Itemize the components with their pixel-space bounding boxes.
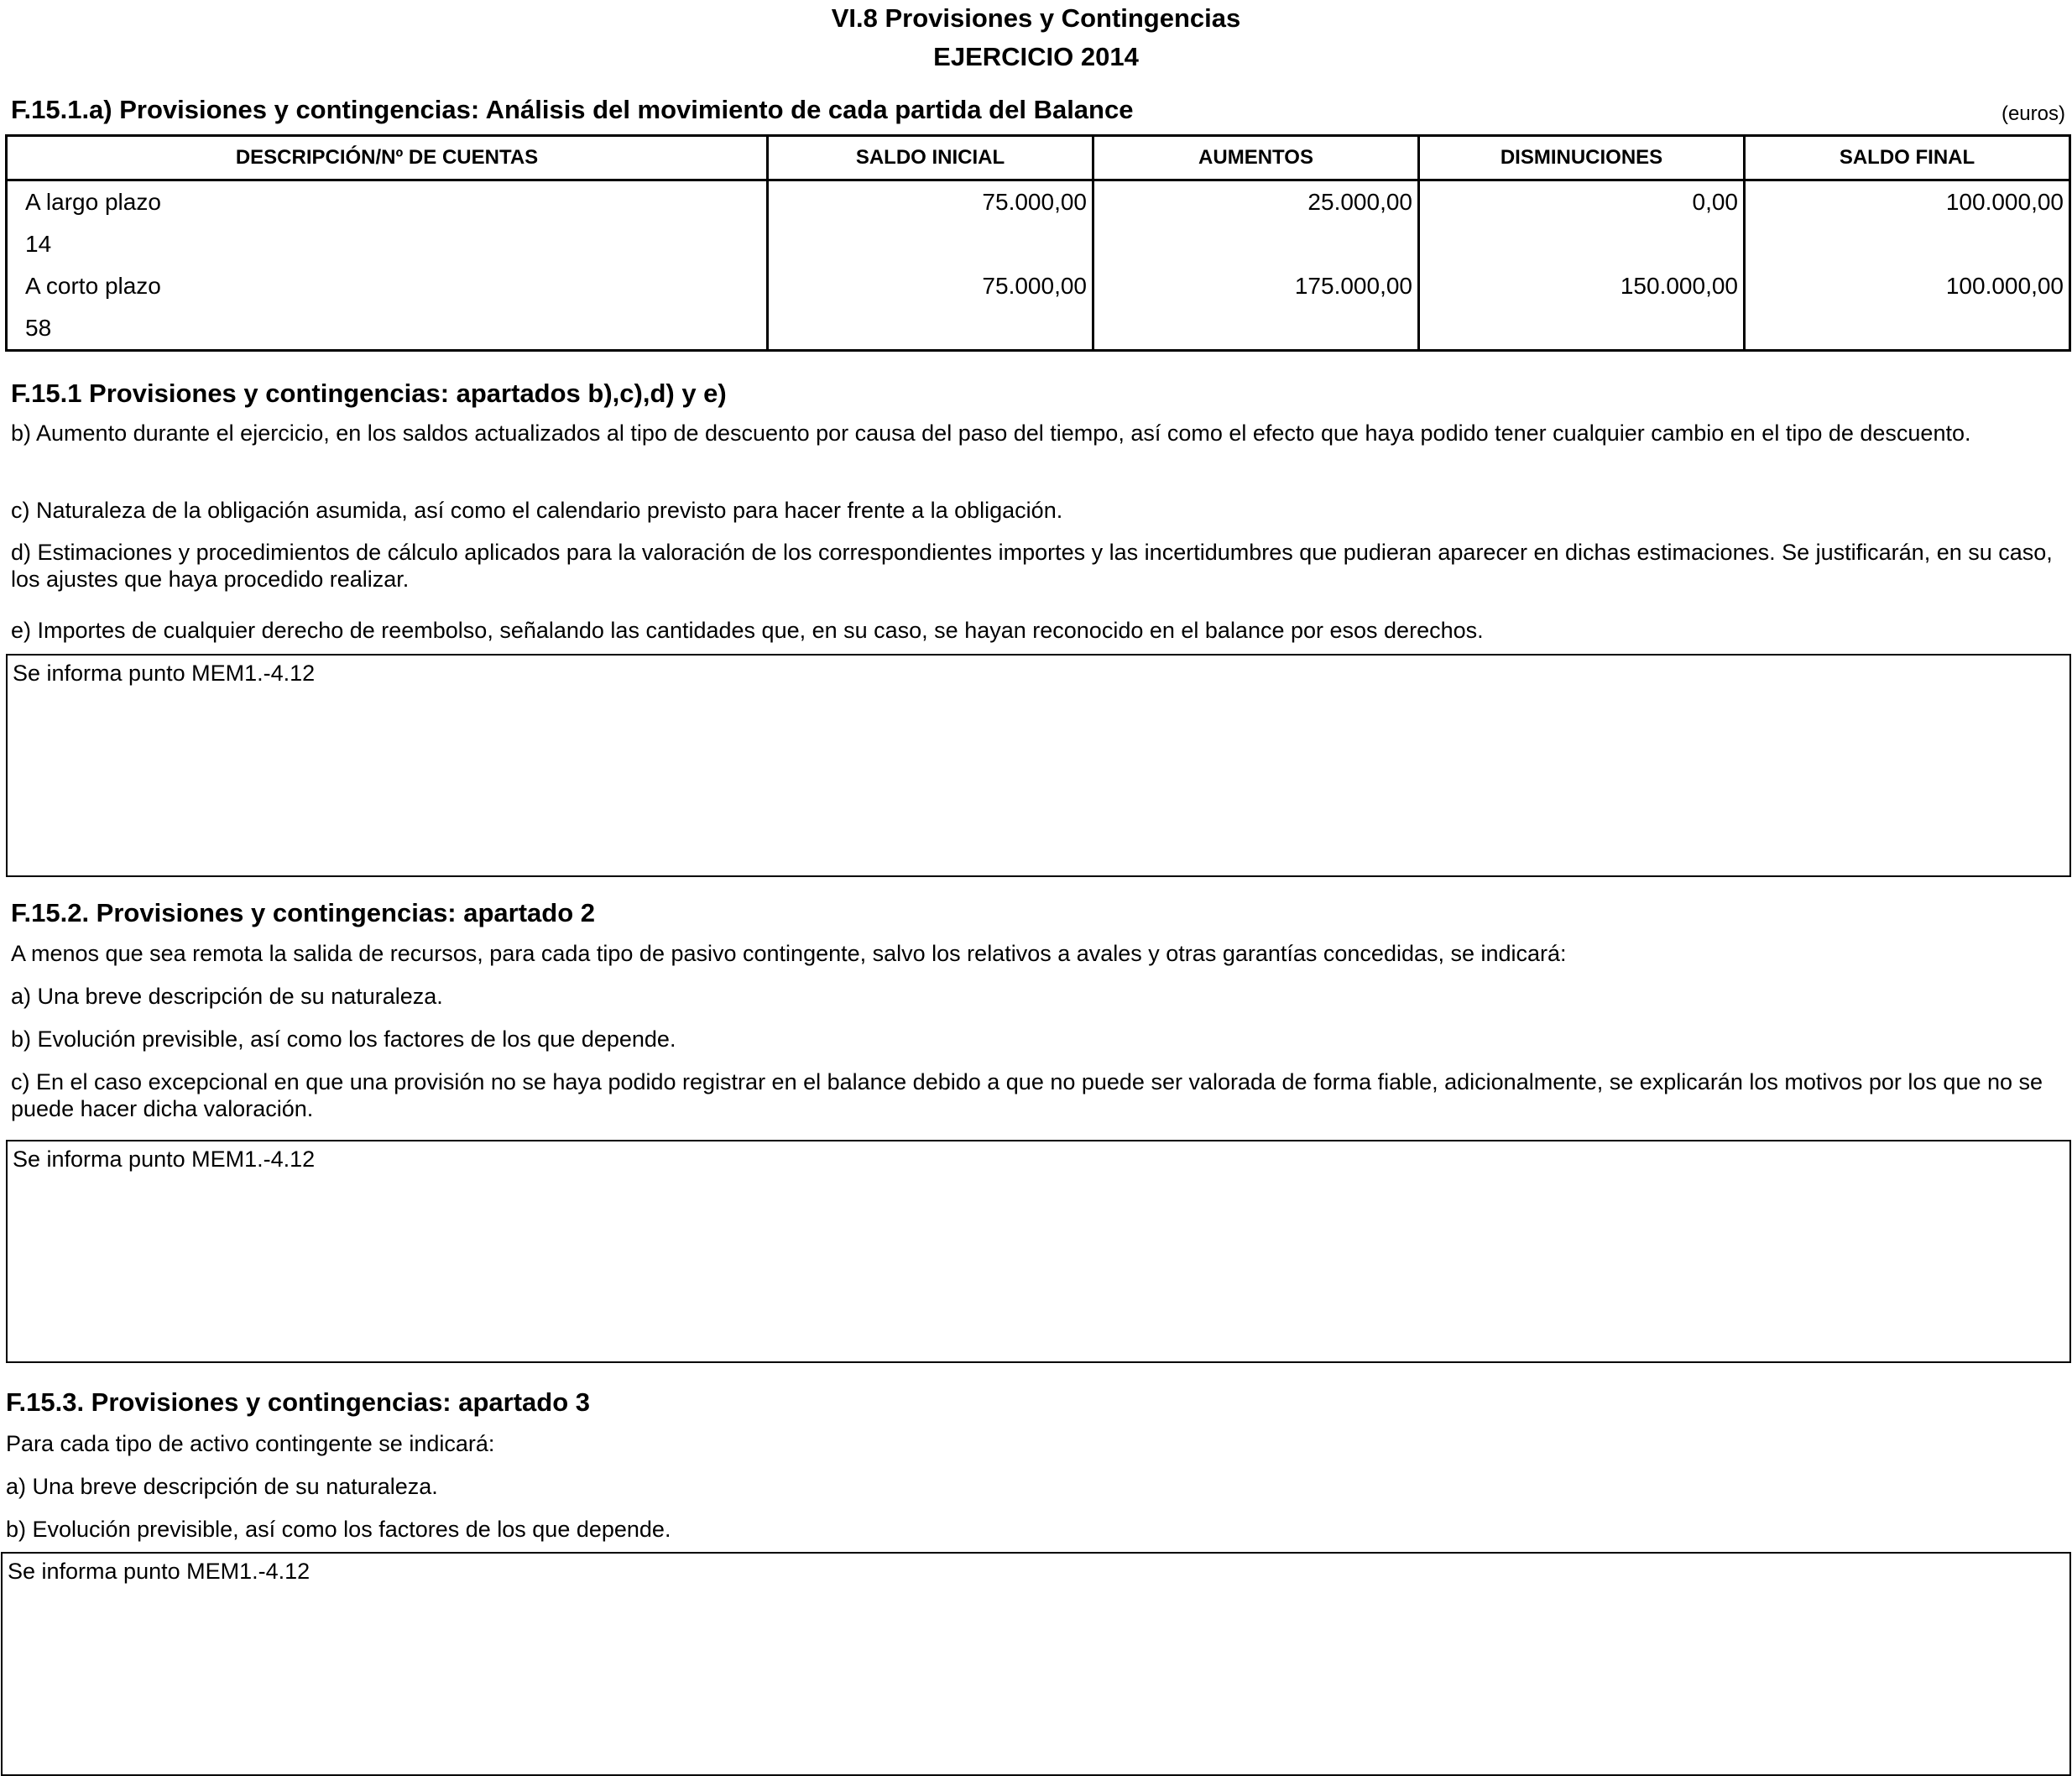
- table-cell: [1419, 307, 1745, 351]
- table-cell: [1419, 223, 1745, 265]
- paragraph-f152-b: b) Evolución previsible, así como los factores de los que depende.: [11, 1026, 676, 1052]
- paragraph-f153-b: b) Evolución previsible, así como los factores de los que depende.: [6, 1517, 671, 1542]
- text-box-f152: [6, 1140, 2071, 1363]
- text-box-f151: [6, 654, 2071, 877]
- table-cell: 25.000,00: [1093, 180, 1419, 224]
- paragraph-f152-a: a) Una breve descripción de su naturaleza.: [11, 984, 443, 1009]
- column-header: DESCRIPCIÓN/Nº DE CUENTAS: [7, 136, 768, 180]
- text-box-content: Se informa punto MEM1.-4.12: [13, 661, 316, 686]
- units-label: (euros): [2001, 102, 2065, 125]
- paragraph-f153-a: a) Una breve descripción de su naturaleza.: [6, 1474, 438, 1499]
- table-cell: [1093, 223, 1419, 265]
- table-header-row: [7, 136, 2070, 180]
- paragraph-f151-e: e) Importes de cualquier derecho de reembolso, señalando las cantidades que, en su caso, se hayan reconocido en el balance por esos derechos.: [11, 618, 1484, 643]
- column-header: SALDO INICIAL: [768, 136, 1093, 180]
- paragraph-f151-b: b) Aumento durante el ejercicio, en los saldos actualizados al tipo de descuento por causa del paso del tiempo, así como el efecto que haya podido tener cualquier cambio en el tipo de descuento.: [11, 420, 1971, 446]
- page-title: VI.8 Provisiones y Contingencias: [831, 3, 1241, 33]
- column-header: AUMENTOS: [1093, 136, 1419, 180]
- section-heading-f153: F.15.3. Provisiones y contingencias: apartado 3: [6, 1387, 591, 1417]
- table-row: [7, 307, 2070, 351]
- movement-table: [5, 134, 2071, 352]
- table-row: [7, 265, 2070, 307]
- table-cell: A corto plazo: [7, 265, 768, 307]
- table-cell: 100.000,00: [1745, 180, 2070, 224]
- section-heading-f151: F.15.1 Provisiones y contingencias: apartados b),c),d) y e): [11, 379, 727, 408]
- text-box-content: Se informa punto MEM1.-4.12: [8, 1559, 311, 1584]
- table-cell: 75.000,00: [768, 180, 1093, 224]
- paragraph-f151-c: c) Naturaleza de la obligación asumida, así como el calendario previsto para hacer frente a la obligación.: [11, 498, 1063, 523]
- table-cell: 14: [7, 223, 768, 265]
- column-header: DISMINUCIONES: [1419, 136, 1745, 180]
- table-cell: 58: [7, 307, 768, 351]
- table-cell: [768, 223, 1093, 265]
- table-cell: A largo plazo: [7, 180, 768, 224]
- page-subtitle: EJERCICIO 2014: [933, 42, 1139, 71]
- text-box-content: Se informa punto MEM1.-4.12: [13, 1147, 316, 1172]
- table-cell: 0,00: [1419, 180, 1745, 224]
- column-header: SALDO FINAL: [1745, 136, 2070, 180]
- section-heading-f152: F.15.2. Provisiones y contingencias: apartado 2: [11, 898, 596, 927]
- table-cell: [1745, 307, 2070, 351]
- table-cell: 150.000,00: [1419, 265, 1745, 307]
- paragraph-f152-intro: A menos que sea remota la salida de recursos, para cada tipo de pasivo contingente, salvo los relativos a avales y otras garantías concedidas, se indicará:: [11, 941, 1567, 966]
- table-row: [7, 180, 2070, 224]
- table-cell: 175.000,00: [1093, 265, 1419, 307]
- paragraph-f153-intro: Para cada tipo de activo contingente se indicará:: [6, 1431, 495, 1456]
- table-cell: 75.000,00: [768, 265, 1093, 307]
- paragraph-f151-d: d) Estimaciones y procedimientos de cálculo aplicados para la valoración de los correspondientes importes y las incertidumbres que pudieran aparecer en dichas estimaciones. Se justificarán, en su caso, los ajustes que haya procedido realizar.: [11, 540, 2053, 592]
- text-box-f153: [1, 1552, 2071, 1776]
- table-row: [7, 223, 2070, 265]
- table-cell: [1745, 223, 2070, 265]
- table-cell: 100.000,00: [1745, 265, 2070, 307]
- table-cell: [1093, 307, 1419, 351]
- table-cell: [768, 307, 1093, 351]
- section-heading-f151a: F.15.1.a) Provisiones y contingencias: Análisis del movimiento de cada partida del Balance: [11, 95, 1134, 124]
- paragraph-f152-c: c) En el caso excepcional en que una provisión no se haya podido registrar en el balance debido a que no puede ser valorada de forma fiable, adicionalmente, se explicarán los motivos por los que no se puede hacer dicha valoración.: [11, 1069, 2043, 1121]
